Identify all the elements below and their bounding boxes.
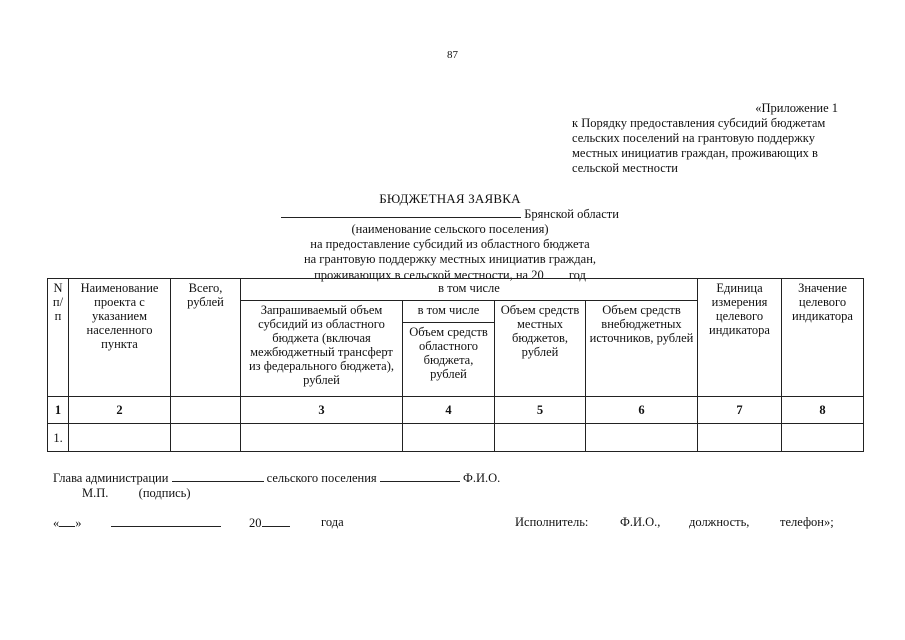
stamp-line — [82, 486, 191, 501]
colnum-4: 4 — [403, 397, 495, 424]
date-year-blank[interactable] — [262, 515, 290, 527]
row-1-regional-cell[interactable] — [403, 424, 495, 452]
colnum-5: 5 — [495, 397, 586, 424]
budget-application-table — [47, 278, 864, 452]
year-prefix: 20 — [249, 516, 262, 530]
region-label: Брянской области — [524, 207, 619, 221]
header-project-name: Наименование проекта с указанием населенного пункта — [69, 279, 171, 397]
settlement-blank[interactable] — [380, 470, 460, 482]
settlement-name-blank[interactable] — [281, 206, 521, 218]
month-blank[interactable] — [111, 515, 221, 527]
header-local: Объем средств местных бюджетов, рублей — [495, 301, 586, 397]
header-n: N п/п — [48, 279, 69, 397]
year-field — [249, 515, 290, 531]
table-row — [48, 424, 864, 452]
header-requested: Запрашиваемый объем субсидий из областного бюджета (включая межбюджетный трансферт из федерального бюджета), рублей — [241, 301, 403, 397]
header-extra: Объем средств внебюджетных источников, рублей — [586, 301, 698, 397]
page-number: 87 — [447, 49, 458, 61]
appendix-line-5: сельской местности — [572, 161, 678, 175]
quote-open: « — [53, 516, 60, 530]
executor-fio: Ф.И.О., — [620, 515, 661, 529]
head-admin-label: Глава администрации — [53, 471, 169, 485]
executor-label: Исполнитель: — [515, 515, 589, 529]
executor-phone: телефон»; — [780, 515, 834, 529]
colnum-6: 6 — [586, 397, 698, 424]
colnum-2: 2 — [69, 397, 171, 424]
header-regional: Объем средств областного бюджета, рублей — [403, 323, 495, 397]
column-number-row — [48, 397, 864, 424]
day-blank[interactable] — [59, 515, 75, 527]
signature-caption: (подпись) — [138, 486, 191, 500]
document-heading — [240, 191, 660, 283]
heading-line-3: на предоставление субсидий из областного бюджета — [310, 237, 590, 251]
colnum-7: 7 — [698, 397, 782, 424]
appendix-block — [572, 101, 852, 176]
row-1-total-cell[interactable] — [171, 424, 241, 452]
row-1-unit-cell[interactable] — [698, 424, 782, 452]
header-total: Всего, рублей — [171, 279, 241, 397]
header-unit: Единица измерения целевого индикатора — [698, 279, 782, 397]
heading-year-word: год — [568, 268, 586, 282]
header-incl-sub: в том числе — [403, 301, 495, 323]
signature-line — [53, 470, 500, 486]
mp-label: М.П. — [82, 486, 109, 500]
day-field — [53, 515, 82, 531]
heading-line-5-text: проживающих в сельской местности, на 20 — [314, 268, 544, 282]
appendix-line-3: сельских поселений на грантовую поддержку — [572, 131, 815, 145]
appendix-line-1: «Приложение 1 — [755, 101, 838, 115]
year-word: года — [321, 515, 344, 529]
appendix-line-2: к Порядку предоставления субсидий бюджетам — [572, 116, 826, 130]
signature-blank[interactable] — [172, 470, 264, 482]
row-1-project-cell[interactable] — [69, 424, 171, 452]
settlement-label: сельского поселения — [266, 471, 377, 485]
fio-label: Ф.И.О. — [462, 471, 501, 485]
row-1-local-cell[interactable] — [495, 424, 586, 452]
settlement-caption: (наименование сельского поселения) — [351, 222, 549, 236]
row-1-extra-cell[interactable] — [586, 424, 698, 452]
colnum-1: 1 — [48, 397, 69, 424]
region-line — [240, 206, 660, 222]
header-value: Значение целевого индикатора — [782, 279, 864, 397]
quote-close: » — [75, 516, 82, 530]
heading-line-4: на грантовую поддержку местных инициатив граждан, — [303, 252, 597, 266]
colnum-blank — [171, 397, 241, 424]
colnum-8: 8 — [782, 397, 864, 424]
document-title: БЮДЖЕТНАЯ ЗАЯВКА — [379, 191, 521, 206]
row-1-n: 1. — [48, 424, 69, 452]
colnum-3: 3 — [241, 397, 403, 424]
executor-position: должность, — [689, 515, 750, 529]
appendix-line-4: местных инициатив граждан, проживающих в — [572, 146, 818, 160]
row-1-requested-cell[interactable] — [241, 424, 403, 452]
header-including: в том числе — [241, 279, 698, 301]
row-1-value-cell[interactable] — [782, 424, 864, 452]
